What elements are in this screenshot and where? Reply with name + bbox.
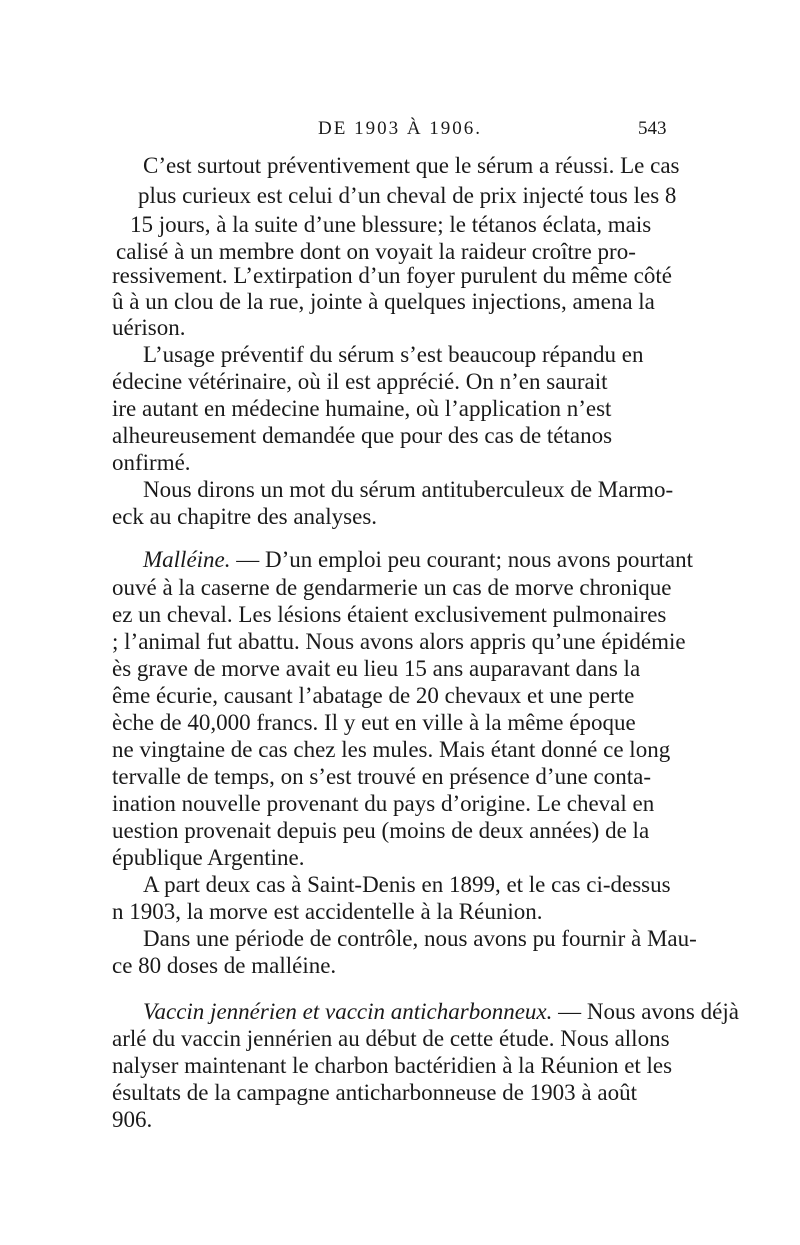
text-line: alheureusement demandée que pour des cas de tétanos	[112, 423, 613, 448]
text-line: èche de 40,000 francs. Il y eut en ville à la même époque	[112, 710, 636, 735]
text-line: Vaccin jennérien et vaccin anticharbonneux. — Nous avons déjà	[143, 999, 739, 1024]
text-line: ez un cheval. Les lésions étaient exclusivement pulmonaires	[112, 602, 667, 627]
text-line: édecine vétérinaire, où il est apprécié. On n’en saurait	[112, 369, 608, 394]
text-line: 906.	[112, 1107, 153, 1132]
section-heading-vaccin: Vaccin jennérien et vaccin anticharbonneux.	[143, 999, 553, 1024]
text-line: ce 80 doses de malléine.	[112, 953, 337, 978]
text-line: 15 jours, à la suite d’une blessure; le tétanos éclata, mais	[130, 212, 652, 237]
text-line: û à un clou de la rue, jointe à quelques injections, amena la	[112, 289, 655, 314]
text-line: n 1903, la morve est accidentelle à la Réunion.	[112, 899, 543, 924]
section-heading-malleine: Malléine.	[143, 547, 231, 572]
running-title: DE 1903 À 1906.	[318, 118, 483, 139]
text-line: nalyser maintenant le charbon bactéridien à la Réunion et les	[112, 1053, 673, 1078]
text-line: arlé du vaccin jennérien au début de cette étude. Nous allons	[112, 1026, 670, 1051]
text-line: eck au chapitre des analyses.	[112, 504, 378, 529]
text-line: ésultats de la campagne anticharbonneuse de 1903 à août	[112, 1080, 637, 1105]
text-line: tervalle de temps, on s’est trouvé en présence d’une conta-	[112, 764, 652, 789]
text-line: ire autant en médecine humaine, où l’application n’est	[112, 396, 612, 421]
page-number: 543	[638, 118, 667, 139]
text-line: L’usage préventif du sérum s’est beaucoup répandu en	[143, 342, 644, 367]
text-line: ès grave de morve avait eu lieu 15 ans auparavant dans la	[112, 656, 641, 681]
page-header	[0, 118, 800, 144]
text-line: plus curieux est celui d’un cheval de prix injecté tous les 8	[138, 183, 677, 208]
text-line: Malléine. — D’un emploi peu courant; nous avons pourtant	[143, 547, 693, 572]
text-line: onfirmé.	[112, 450, 191, 475]
text-line: uestion provenait depuis peu (moins de deux années) de la	[112, 818, 650, 843]
text-line: épublique Argentine.	[112, 845, 305, 870]
text-line: calisé à un membre dont on voyait la raideur croître pro-	[116, 239, 636, 264]
text-line: ouvé à la caserne de gendarmerie un cas de morve chronique	[112, 575, 672, 600]
text-line: ; l’animal fut abattu. Nous avons alors appris qu’une épidémie	[112, 629, 686, 654]
text-line: ressivement. L’extirpation d’un foyer purulent du même côté	[112, 263, 672, 288]
text-line: ination nouvelle provenant du pays d’origine. Le cheval en	[112, 791, 655, 816]
text-line: C’est surtout préventivement que le sérum a réussi. Le cas	[143, 153, 680, 178]
text-line: ême écurie, causant l’abatage de 20 chevaux et une perte	[112, 683, 635, 708]
text-line: A part deux cas à Saint-Denis en 1899, et le cas ci-dessus	[143, 872, 671, 897]
text-line: Dans une période de contrôle, nous avons pu fournir à Mau-	[143, 926, 697, 951]
text-line: ne vingtaine de cas chez les mules. Mais étant donné ce long	[112, 737, 671, 762]
text-line: uérison.	[112, 315, 186, 340]
text-line: Nous dirons un mot du sérum antituberculeux de Marmo-	[143, 477, 674, 502]
